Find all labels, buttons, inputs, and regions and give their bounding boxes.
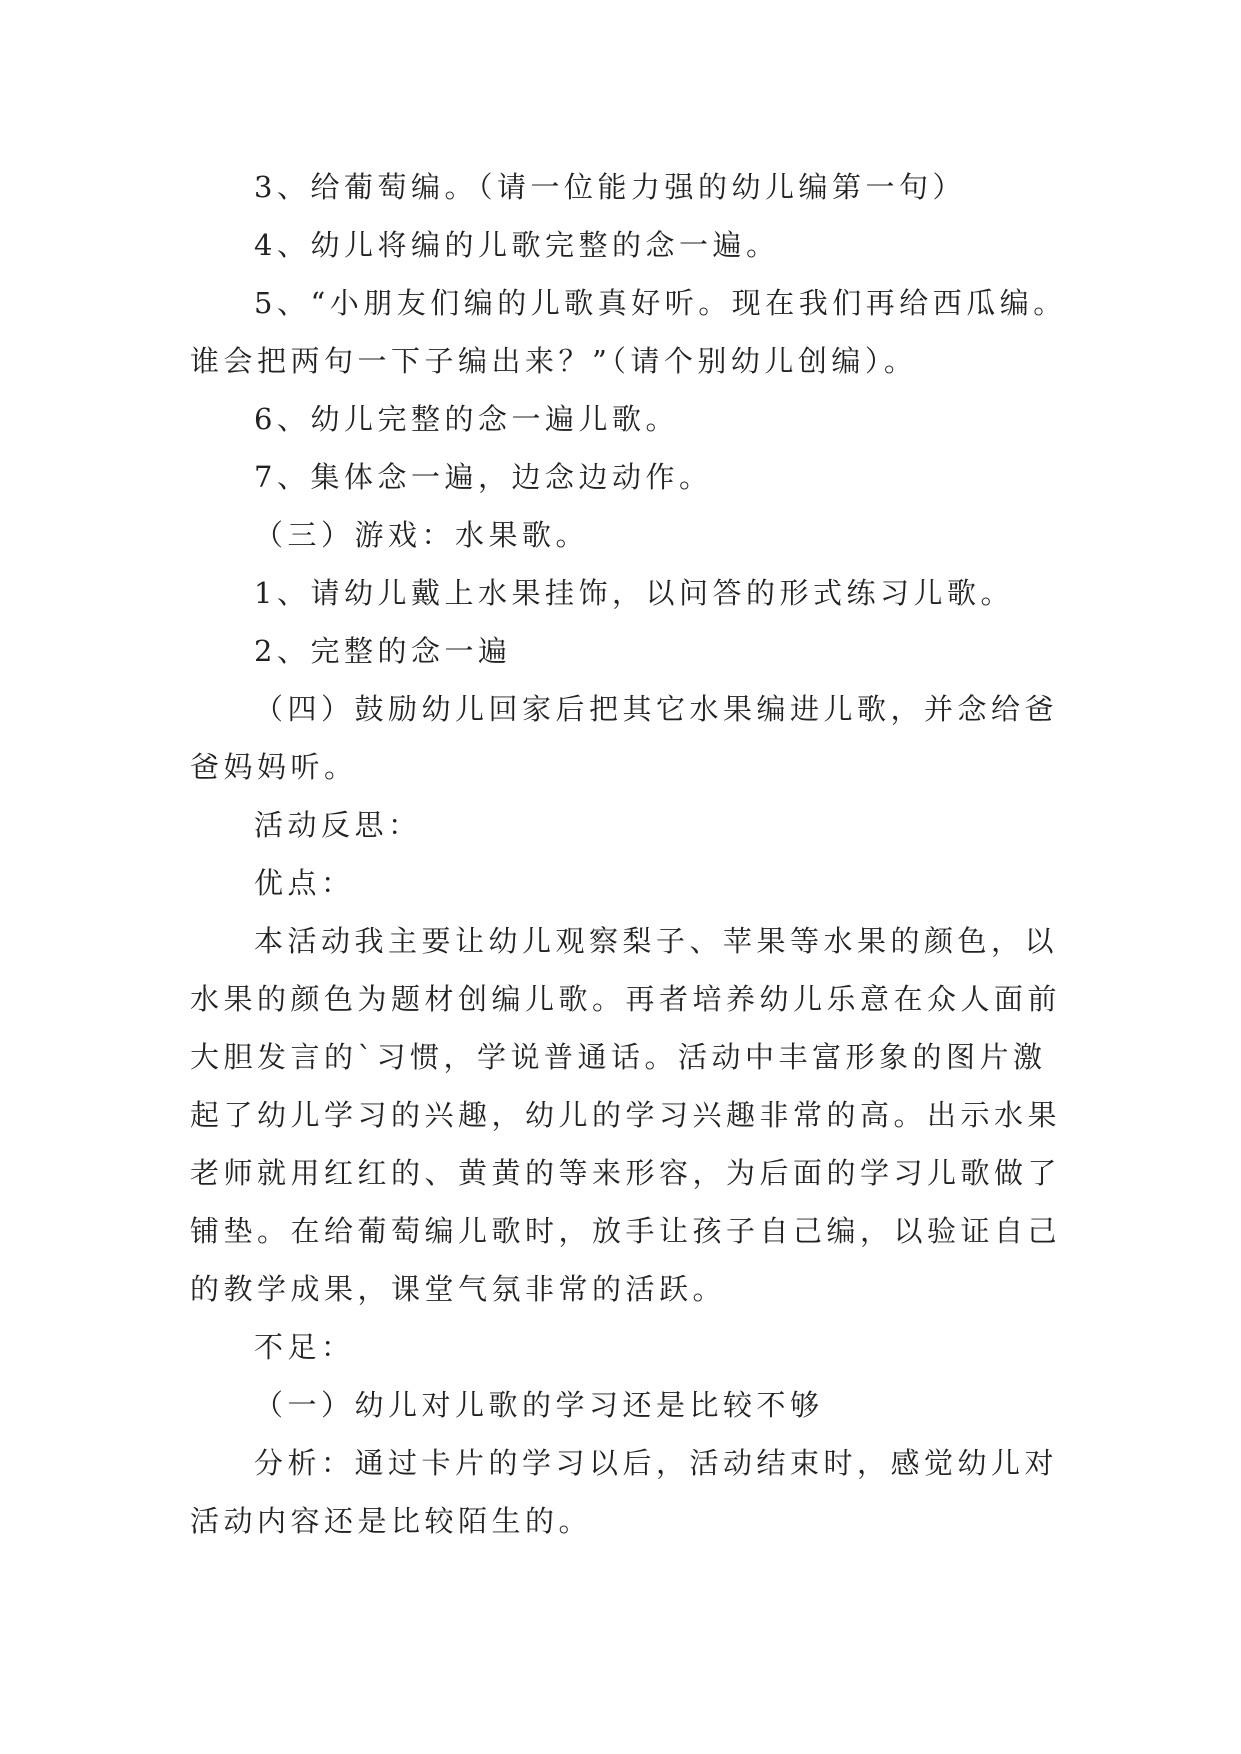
text-line: 大胆发言的`习惯，学说普通话。活动中丰富形象的图片激 (190, 1040, 1047, 1074)
text-line: 本活动我主要让幼儿观察梨子、苹果等水果的颜色，以 (254, 924, 1059, 958)
weaknesses-heading: 不足： (254, 1330, 355, 1364)
text-line: 的教学成果，课堂气氛非常的活跃。 (190, 1272, 727, 1306)
text-line: 铺垫。在给葡萄编儿歌时，放手让孩子自己编，以验证自己 (190, 1214, 1062, 1248)
section-heading: （三）游戏：水果歌。 (254, 518, 590, 552)
strengths-heading: 优点： (254, 866, 355, 900)
text-line: 老师就用红红的、黄黄的等来形容，为后面的学习儿歌做了 (190, 1156, 1062, 1190)
text-line: 3、给葡萄编。（请一位能力强的幼儿编第一句） (254, 170, 966, 204)
text-line: 起了幼儿学习的兴趣，幼儿的学习兴趣非常的高。出示水果 (190, 1098, 1062, 1132)
text-line: 1、请幼儿戴上水果挂饰，以问答的形式练习儿歌。 (254, 576, 1014, 610)
text-line: 谁会把两句一下子编出来？”（请个别幼儿创编）。 (190, 344, 918, 378)
section-heading: （四）鼓励幼儿回家后把其它水果编进儿歌，并念给爸 (254, 692, 1059, 726)
text-line: 7、集体念一遍，边念边动作。 (254, 460, 713, 494)
text-line: 分析：通过卡片的学习以后，活动结束时，感觉幼儿对 (254, 1446, 1059, 1480)
text-line: 6、幼儿完整的念一遍儿歌。 (254, 402, 679, 436)
text-line: 水果的颜色为题材创编儿歌。再者培养幼儿乐意在众人面前 (190, 982, 1062, 1016)
text-line: 4、幼儿将编的儿歌完整的念一遍。 (254, 228, 780, 262)
reflection-heading: 活动反思： (254, 808, 422, 842)
text-line: 2、完整的念一遍 (254, 634, 512, 668)
document-body (190, 158, 1067, 1550)
section-heading: （一）幼儿对儿歌的学习还是比较不够 (254, 1388, 824, 1422)
text-line: 5、“小朋友们编的儿歌真好听。现在我们再给西瓜编。 (254, 286, 1067, 320)
text-line: 活动内容还是比较陌生的。 (190, 1504, 593, 1538)
text-line: 爸妈妈听。 (190, 750, 358, 784)
